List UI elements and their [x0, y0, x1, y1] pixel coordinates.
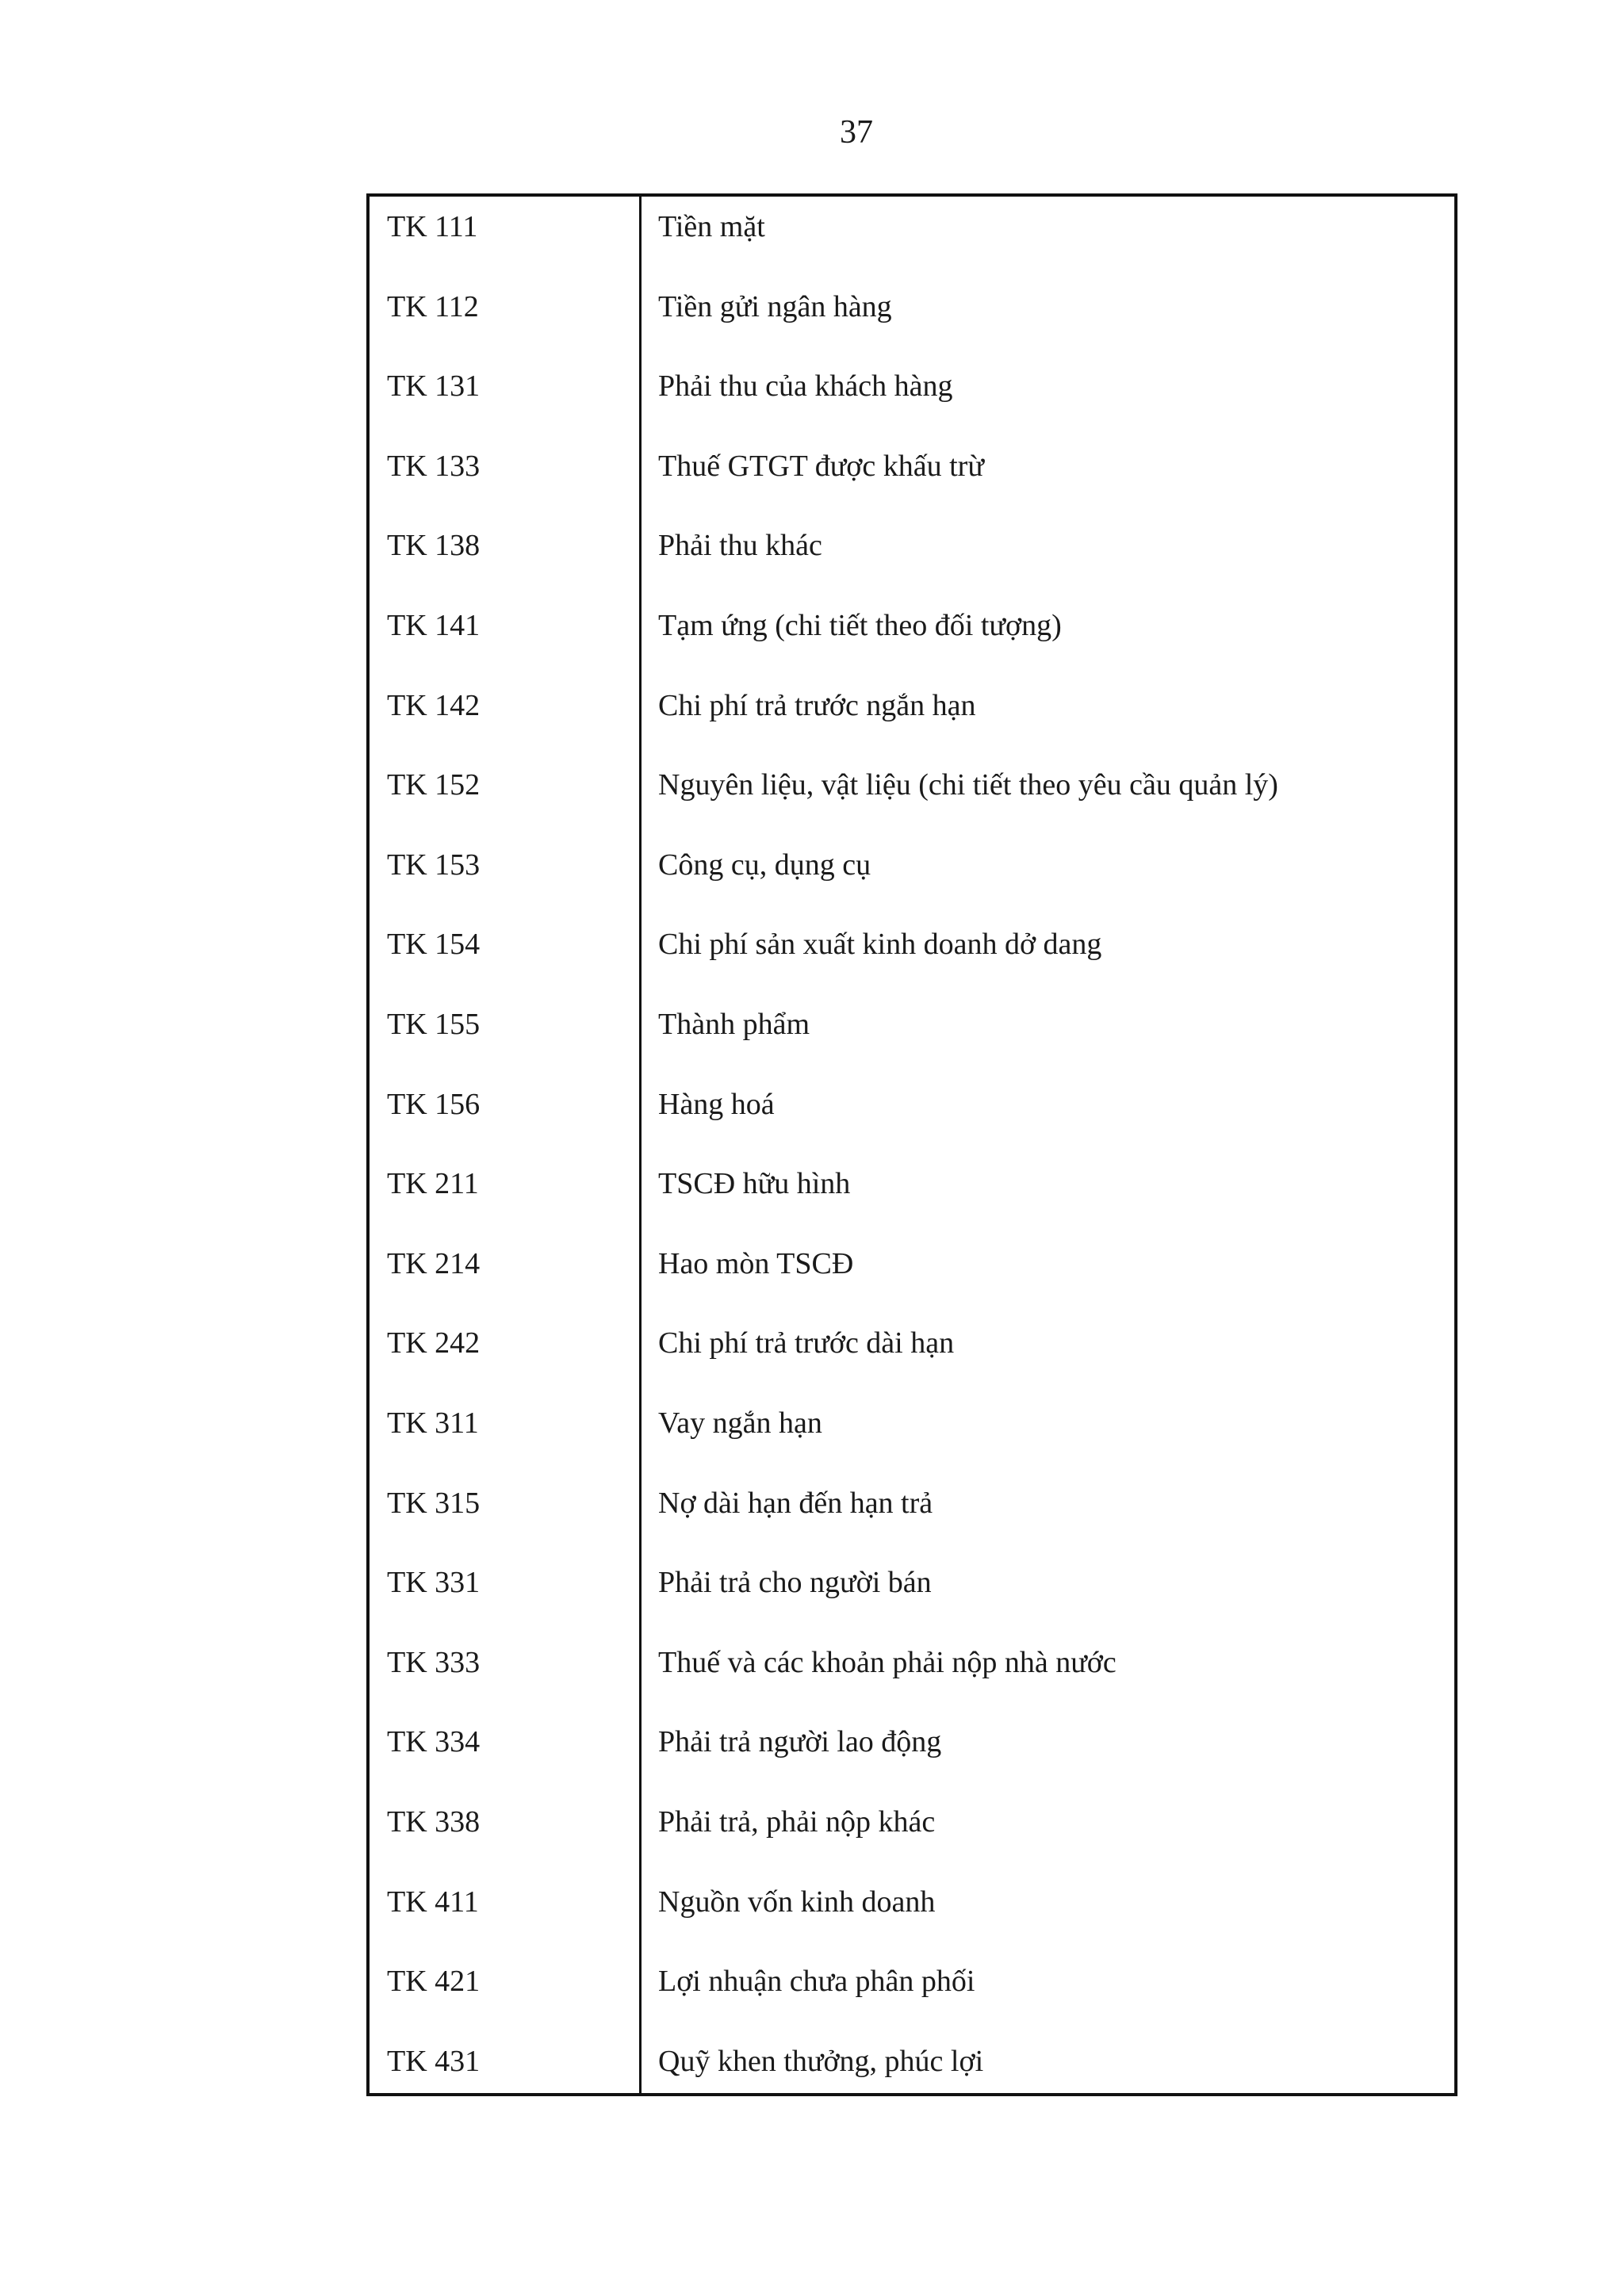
table-row	[370, 442, 1454, 490]
table-row	[370, 761, 1454, 809]
table-row	[370, 2038, 1454, 2085]
account-name: Nguyên liệu, vật liệu (chi tiết theo yêu cầu quản lý)	[658, 768, 1278, 802]
account-name: Phải thu khác	[658, 529, 822, 562]
table-row	[370, 1957, 1454, 2005]
account-name: Nguồn vốn kinh doanh	[658, 1885, 936, 1919]
account-code: TK 242	[387, 1326, 481, 1360]
account-name: Công cụ, dụng cụ	[658, 848, 871, 882]
account-name: Tiền mặt	[658, 210, 765, 243]
table-row	[370, 362, 1454, 410]
account-name: Hao mòn TSCĐ	[658, 1247, 854, 1280]
table-row	[370, 203, 1454, 251]
table-row	[370, 1319, 1454, 1367]
page-number: 37	[840, 114, 873, 151]
table-row	[370, 1399, 1454, 1447]
table-row	[370, 1479, 1454, 1527]
table-row	[370, 920, 1454, 968]
table-row	[370, 1718, 1454, 1766]
account-name: Quỹ khen thưởng, phúc lợi	[658, 2045, 984, 2078]
account-code: TK 211	[387, 1167, 479, 1200]
account-code: TK 311	[387, 1406, 479, 1440]
account-name: Tiền gửi ngân hàng	[658, 290, 892, 323]
account-name: TSCĐ hữu hình	[658, 1167, 851, 1200]
account-code: TK 131	[387, 369, 481, 403]
account-code: TK 338	[387, 1805, 481, 1839]
account-code: TK 112	[387, 290, 479, 323]
table-row	[370, 1639, 1454, 1686]
account-table	[366, 193, 1457, 2096]
table-row	[370, 682, 1454, 729]
account-code: TK 156	[387, 1088, 481, 1121]
account-name: Nợ dài hạn đến hạn trả	[658, 1487, 933, 1520]
account-name: Thuế GTGT được khấu trừ	[658, 450, 984, 483]
account-name: Phải trả cho người bán	[658, 1566, 932, 1599]
account-name: Lợi nhuận chưa phân phối	[658, 1965, 975, 1998]
account-name: Chi phí trả trước ngắn hạn	[658, 689, 976, 722]
account-name: Hàng hoá	[658, 1088, 775, 1121]
account-code: TK 155	[387, 1008, 481, 1041]
table-row	[370, 1081, 1454, 1128]
table-row	[370, 283, 1454, 331]
table-row	[370, 1798, 1454, 1846]
table-row	[370, 1160, 1454, 1207]
account-code: TK 133	[387, 450, 481, 483]
account-code: TK 411	[387, 1885, 479, 1919]
account-name: Thành phẩm	[658, 1008, 810, 1041]
account-code: TK 315	[387, 1487, 481, 1520]
table-row	[370, 1559, 1454, 1606]
account-code: TK 333	[387, 1646, 481, 1679]
account-name: Tạm ứng (chi tiết theo đối tượng)	[658, 609, 1062, 642]
table-row	[370, 841, 1454, 889]
account-code: TK 152	[387, 768, 481, 802]
account-name: Phải trả, phải nộp khác	[658, 1805, 936, 1839]
account-code: TK 154	[387, 928, 481, 961]
account-code: TK 214	[387, 1247, 481, 1280]
account-code: TK 331	[387, 1566, 481, 1599]
account-code: TK 138	[387, 529, 481, 562]
account-name: Phải thu của khách hàng	[658, 369, 953, 403]
table-row	[370, 1240, 1454, 1288]
account-name: Chi phí trả trước dài hạn	[658, 1326, 955, 1360]
account-name: Thuế và các khoản phải nộp nhà nước	[658, 1646, 1116, 1679]
account-code: TK 334	[387, 1725, 481, 1758]
table-row	[370, 522, 1454, 569]
account-name: Vay ngắn hạn	[658, 1406, 822, 1440]
account-code: TK 142	[387, 689, 481, 722]
account-name: Chi phí sản xuất kinh doanh dở dang	[658, 928, 1102, 961]
account-code: TK 431	[387, 2045, 481, 2078]
account-code: TK 141	[387, 609, 481, 642]
account-code: TK 421	[387, 1965, 481, 1998]
table-row	[370, 1878, 1454, 1926]
account-code: TK 111	[387, 210, 478, 243]
table-row	[370, 602, 1454, 649]
account-code: TK 153	[387, 848, 481, 882]
table-row	[370, 1001, 1454, 1048]
account-name: Phải trả người lao động	[658, 1725, 942, 1758]
